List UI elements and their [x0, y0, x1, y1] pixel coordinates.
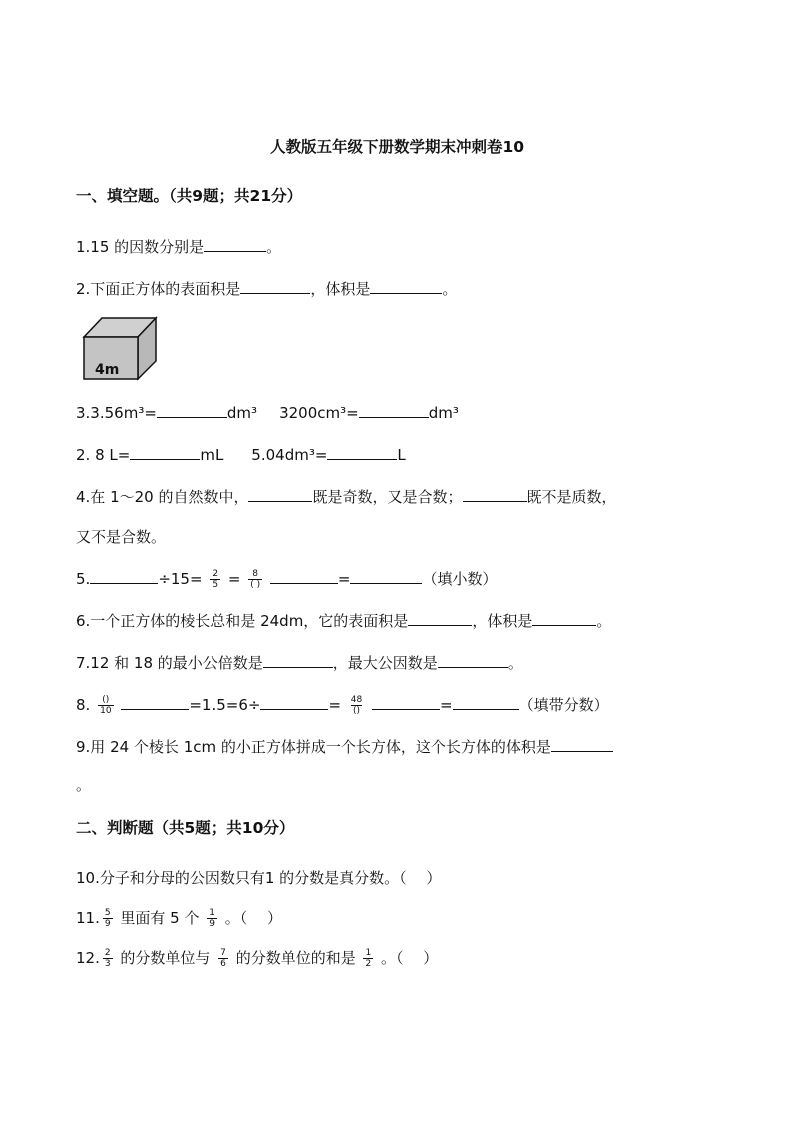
question-text: ÷15=	[158, 570, 203, 588]
question-text: =1.5=6÷	[189, 696, 261, 714]
answer-blank[interactable]	[130, 444, 200, 460]
question-text: 里面有 5 个	[120, 909, 200, 927]
question-4	[76, 486, 617, 507]
question-text: 7.12 和 18 的最小公倍数是	[76, 654, 263, 672]
question-12	[76, 948, 438, 969]
fraction: $\frac{5}{9}$	[104, 908, 111, 929]
question-5	[76, 568, 497, 590]
question-text: 3.3.56m³=	[76, 404, 157, 422]
question-text: 2.下面正方体的表面积是	[76, 280, 241, 298]
question-3b	[76, 444, 406, 465]
answer-blank[interactable]	[463, 486, 527, 502]
fraction: $\frac{2}{3}$	[104, 948, 111, 969]
question-text: 。（ ）	[224, 909, 283, 927]
answer-blank[interactable]	[121, 694, 189, 710]
fraction: $\frac{1}{2}$	[365, 948, 372, 969]
question-text: 11.	[76, 909, 100, 927]
question-text: 。	[442, 280, 458, 298]
answer-blank[interactable]	[204, 236, 266, 252]
unit-text: dm³	[226, 404, 258, 422]
answer-blank[interactable]	[327, 444, 397, 460]
question-text: 。	[266, 238, 282, 256]
question-text: 既是奇数，又是合数；	[312, 488, 463, 506]
question-7	[76, 652, 523, 673]
fraction: $\frac{7}{6}$	[220, 948, 226, 969]
fraction: $\frac{1}{9}$	[209, 908, 215, 929]
answer-blank[interactable]	[408, 610, 472, 626]
answer-blank[interactable]	[370, 278, 442, 294]
question-text: ，最大公因数是	[332, 654, 438, 672]
question-9-continued: 。	[76, 776, 92, 794]
question-text: 5.04dm³=	[251, 446, 328, 464]
section-heading-true-false: 二、判断题（共5题；共10分）	[76, 819, 295, 837]
question-text: 6.一个正方体的棱长总和是 24dm，它的表面积是	[76, 612, 409, 630]
answer-blank[interactable]	[248, 486, 312, 502]
question-text: 9.用 24 个棱长 1cm 的小正方体拼成一个长方体，这个长方体的体积是	[76, 738, 551, 756]
answer-blank[interactable]	[372, 694, 440, 710]
answer-blank[interactable]	[350, 568, 422, 584]
question-text: 4.在 1～20 的自然数中，	[76, 488, 249, 506]
question-text: 5.	[76, 570, 91, 588]
answer-blank[interactable]	[260, 694, 328, 710]
answer-blank[interactable]	[453, 694, 519, 710]
equals-sign: =	[227, 570, 241, 588]
equals-sign: =	[328, 696, 342, 714]
question-4-continued: 又不是合数。	[76, 528, 167, 546]
question-10: 10.分子和分母的公因数只有1 的分数是真分数。（ ）	[76, 869, 442, 887]
question-11	[76, 908, 282, 929]
equals-sign: =	[440, 696, 453, 714]
answer-blank[interactable]	[270, 568, 338, 584]
question-text: ，体积是	[472, 612, 533, 630]
question-text: 12.	[76, 949, 100, 967]
question-8	[76, 694, 609, 716]
question-hint: （填带分数）	[518, 696, 609, 714]
unit-text: L	[397, 446, 406, 464]
unit-text: dm³	[428, 404, 459, 422]
question-text: 3200cm³=	[279, 404, 359, 422]
answer-blank[interactable]	[359, 402, 429, 418]
answer-blank[interactable]	[551, 736, 613, 752]
question-text: 8.	[76, 696, 91, 714]
answer-blank[interactable]	[263, 652, 333, 668]
question-text: 既不是质数，	[526, 488, 617, 506]
question-text: 2. 8 L=	[76, 446, 131, 464]
section-heading-fill-blank: 一、填空题。（共9题；共21分）	[76, 187, 303, 205]
question-6	[76, 610, 611, 631]
question-text: 。（ ）	[381, 949, 439, 967]
answer-blank[interactable]	[240, 278, 310, 294]
fraction: $\frac{8}{( )}$	[250, 569, 261, 590]
question-9	[76, 736, 613, 757]
unit-text: mL	[200, 446, 224, 464]
cube-figure	[80, 315, 160, 383]
answer-blank[interactable]	[438, 652, 508, 668]
question-text: 的分数单位的和是	[235, 949, 356, 967]
question-text: 1.15 的因数分别是	[76, 238, 205, 256]
page-title: 人教版五年级下册数学期末冲刺卷10	[269, 138, 525, 156]
question-hint: （填小数）	[422, 570, 498, 588]
answer-blank[interactable]	[532, 610, 596, 626]
equals-sign: =	[337, 570, 351, 588]
fraction: $\frac{48}{()}$	[350, 695, 363, 716]
question-1	[76, 236, 281, 257]
question-2	[76, 278, 457, 299]
question-text: ，体积是	[310, 280, 371, 298]
question-text: 。	[596, 612, 612, 630]
fraction: $\frac{2}{5}$	[212, 569, 219, 590]
answer-blank[interactable]	[90, 568, 158, 584]
cube-edge-label: 4m	[95, 362, 120, 378]
answer-blank[interactable]	[157, 402, 227, 418]
question-text: 。	[507, 654, 523, 672]
question-3a	[76, 402, 459, 423]
fraction: $\frac{()}{10}$	[100, 695, 112, 716]
question-text: 的分数单位与	[120, 949, 211, 967]
